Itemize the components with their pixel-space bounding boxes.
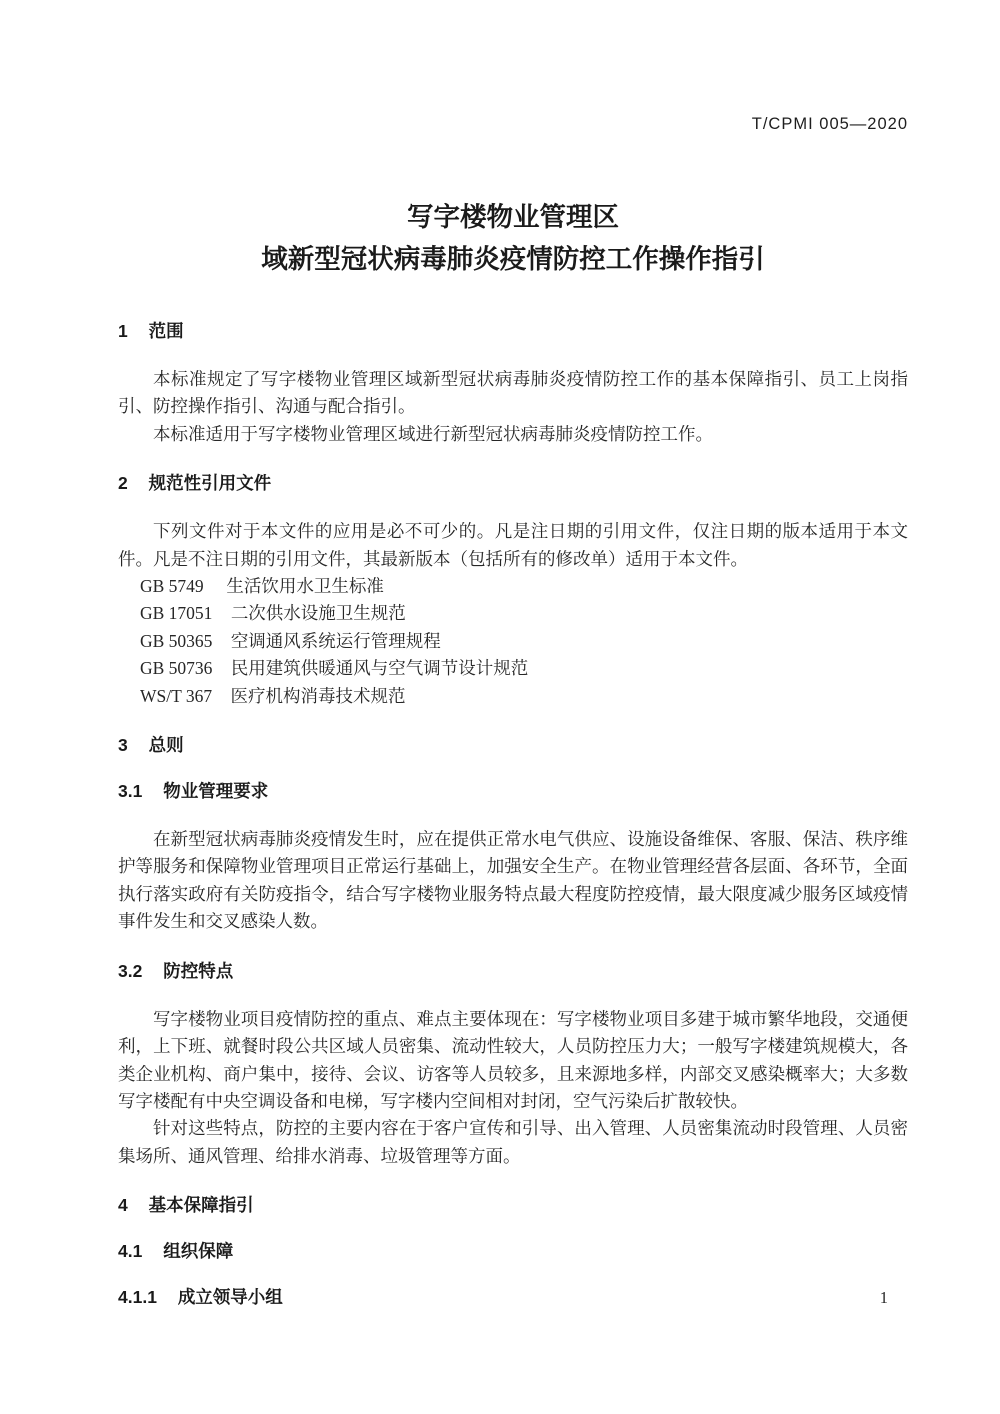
section-management-requirements-number: 3.1 xyxy=(118,781,143,802)
section-basic-guarantee-title: 基本保障指引 xyxy=(148,1195,254,1216)
section-organizational-guarantee-number: 4.1 xyxy=(118,1241,143,1262)
section-basic-guarantee xyxy=(118,1194,908,1308)
reference-name: 空调通风系统运行管理规程 xyxy=(230,630,441,651)
management-requirements-paragraph: 在新型冠状病毒肺炎疫情发生时，应在提供正常水电气供应、设施设备维保、客服、保洁、秩序维护等服务和保障物业管理项目正常运行基础上，加强安全生产。在物业管理经营各层面、各环节，全面执行落实政府有关防疫指令，结合写字楼物业服务特点最大程度防控疫情，最大限度减少服务区域疫情事件发生和交叉感染人数。 xyxy=(118,829,908,932)
section-management-requirements-heading xyxy=(118,780,908,802)
document-title-line1: 写字楼物业管理区 xyxy=(407,202,619,232)
prevention-features-paragraph-1: 写字楼物业项目疫情防控的重点、难点主要体现在：写字楼物业项目多建于城市繁华地段，交通便利，上下班、就餐时段公共区域人员密集、流动性较大，人员防控压力大；一般写字楼建筑规模大，各类企业机构、商户集中，接待、会议、访客等人员较多，且来源地多样，内部交叉感染概率大；大多数写字楼配有中央空调设备和电梯，写字楼内空间相对封闭，空气污染后扩散较快。 xyxy=(118,1008,908,1111)
reference-name: 二次供水设施卫生规范 xyxy=(230,603,406,624)
prevention-features-paragraph-2: 针对这些特点，防控的主要内容在于客户宣传和引导、出入管理、人员密集流动时段管理、人员密集场所、通风管理、给排水消毒、垃圾管理等方面。 xyxy=(118,1118,908,1166)
reference-code: GB 50736 xyxy=(140,658,213,679)
reference-item xyxy=(118,683,908,710)
page-number: 1 xyxy=(879,1288,888,1307)
document-title-line2: 域新型冠状病毒肺炎疫情防控工作操作指引 xyxy=(261,244,765,274)
reference-item xyxy=(118,655,908,682)
section-leading-group-title: 成立领导小组 xyxy=(177,1287,283,1308)
section-basic-guarantee-heading xyxy=(118,1194,908,1216)
reference-item xyxy=(118,600,908,627)
section-general xyxy=(118,734,908,1170)
section-general-heading xyxy=(118,734,908,756)
reference-name: 民用建筑供暖通风与空气调节设计规范 xyxy=(230,658,529,679)
reference-code: GB 17051 xyxy=(140,603,213,624)
scope-paragraph-1: 本标准规定了写字楼物业管理区域新型冠状病毒肺炎疫情防控工作的基本保障指引、员工上岗指引、防控操作指引、沟通与配合指引。 xyxy=(118,369,908,417)
section-prevention-features-number: 3.2 xyxy=(118,960,143,981)
reference-item xyxy=(118,573,908,600)
normative-references-paragraph: 下列文件对于本文件的应用是必不可少的。凡是注日期的引用文件，仅注日期的版本适用于本文件。凡是不注日期的引用文件，其最新版本（包括所有的修改单）适用于本文件。 xyxy=(118,521,908,569)
section-normative-references xyxy=(118,472,908,710)
section-management-requirements-title: 物业管理要求 xyxy=(163,781,269,802)
reference-list xyxy=(118,573,908,710)
section-scope-number: 1 xyxy=(118,321,128,341)
section-normative-references-number: 2 xyxy=(118,473,128,494)
section-prevention-features-heading xyxy=(118,960,908,982)
section-general-title: 总则 xyxy=(148,735,184,756)
section-basic-guarantee-number: 4 xyxy=(118,1195,128,1216)
section-prevention-features-title: 防控特点 xyxy=(163,960,234,981)
document-title xyxy=(118,196,908,280)
section-scope xyxy=(118,320,908,448)
section-normative-references-heading xyxy=(118,472,908,494)
section-leading-group-heading xyxy=(118,1286,908,1308)
section-leading-group-number: 4.1.1 xyxy=(118,1287,157,1308)
section-organizational-guarantee-title: 组织保障 xyxy=(163,1241,234,1262)
reference-item xyxy=(118,628,908,655)
document-header xyxy=(118,114,908,134)
section-scope-title: 范围 xyxy=(148,321,184,341)
scope-paragraph-2: 本标准适用于写字楼物业管理区域进行新型冠状病毒肺炎疫情防控工作。 xyxy=(153,423,713,444)
reference-name: 生活饮用水卫生标准 xyxy=(226,576,384,597)
section-scope-heading xyxy=(118,320,908,342)
reference-code: GB 50365 xyxy=(140,630,213,651)
standard-code: T/CPMI 005—2020 xyxy=(751,115,908,133)
section-organizational-guarantee-heading xyxy=(118,1240,908,1262)
section-normative-references-title: 规范性引用文件 xyxy=(148,473,272,494)
reference-code: WS/T 367 xyxy=(140,685,213,706)
reference-name: 医疗机构消毒技术规范 xyxy=(230,685,406,706)
section-general-number: 3 xyxy=(118,735,128,756)
reference-code: GB 5749 xyxy=(140,576,204,597)
